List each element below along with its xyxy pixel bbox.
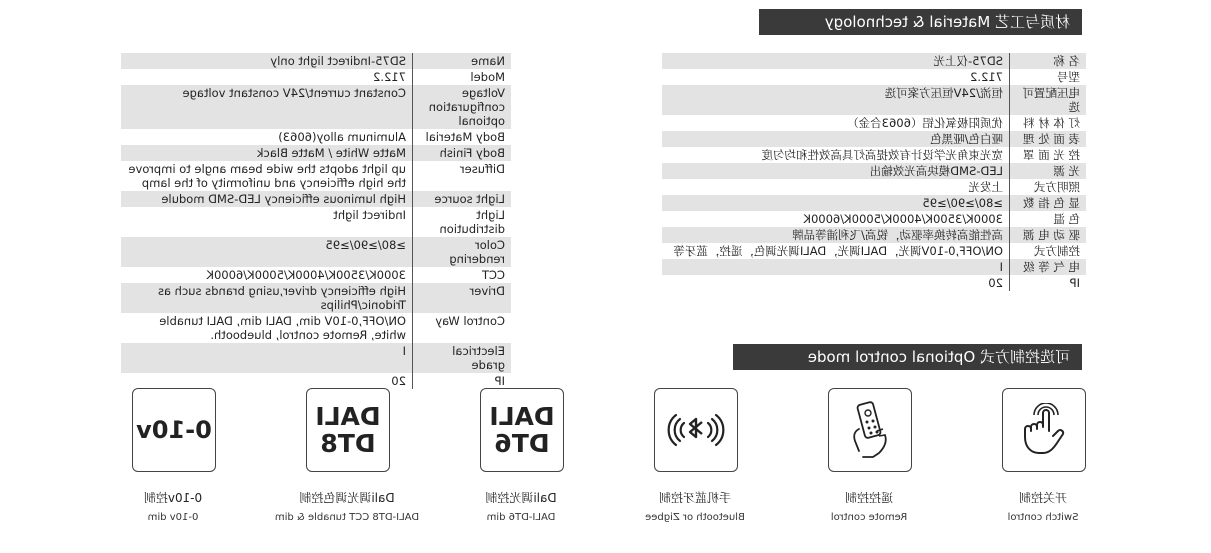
bluetooth-icon [664,410,728,450]
spec-row [121,207,511,237]
dali-dt6-icon [480,388,564,472]
spec-label: 表 面 处 理 [1010,131,1087,147]
spec-row [121,283,511,313]
spec-value: ON/OFF,0-10V调光，DALI调光，DALI调光调色，遥控，蓝牙等 [673,244,1003,258]
spec-row [662,69,1086,85]
spec-label: 电压配置可选 [1010,85,1087,115]
spec-row [121,145,511,161]
mode-title: Dali调光控制 [485,491,557,505]
spec-label: 驱 动 电 源 [1010,227,1087,243]
spec-value: 高性能高转换率驱动，锐高/飞利浦等品牌 [662,227,1010,243]
zero-ten-v-icon [132,388,216,472]
spec-value: ≥80/≥90/≥95 [121,237,413,267]
mode-switch-control [1000,388,1086,523]
mode-icon-box [654,388,738,472]
spec-value: 宽光束角光学设计有效提高灯具高效性和均匀度 [761,148,1003,162]
spec-value: 优质阳极氧化铝（6063合金） [847,116,1003,130]
mode-icon-box [1002,388,1086,472]
spec-value: 上发光 [968,180,1003,194]
mode-subtitle: DALI-DT8 CCT tunable & dim [274,512,420,523]
spec-label: Body Finish [413,145,512,161]
spec-row [662,227,1086,243]
box-text-line: DALI [315,402,381,431]
spec-value: I [662,259,1010,275]
material-technology-header: 材质与工艺 Material & technology [759,9,1082,35]
mode-subtitle: 0-10v dim [147,512,199,523]
spec-label: IP [413,373,512,389]
spec-row [121,267,511,283]
spec-row [121,191,511,207]
spec-label: 显 色 指 数 [1010,195,1087,211]
english-spec-table [121,53,511,389]
spec-value: 712.2 [970,70,1003,84]
mode-bluetooth-control [645,388,745,523]
spec-value: ≥80/≥90/≥95 [662,195,1010,211]
spec-label: Name [413,53,512,69]
spec-label: Color rendering [413,237,512,267]
spec-label: Electrical grade [413,343,512,373]
mode-icon-box [828,388,912,472]
spec-row [121,53,511,69]
spec-row [662,115,1086,131]
control-mode-header: 可选控制方式 Optional control mode [733,344,1082,370]
spec-value: Aluminum alloy(6063) [278,130,406,144]
spec-label: 控制方式 [1010,243,1087,259]
mode-title: 遥控控制 [845,491,894,505]
spec-row [121,85,511,129]
spec-row [121,237,511,267]
spec-value: Indirect light [333,208,406,222]
spec-row [662,163,1086,179]
mode-title: 手机蓝牙控制 [659,491,732,505]
spec-value: SD75-Indirect light only [121,53,413,69]
spec-value: 哑白色/哑黑色 [662,131,1010,147]
mode-subtitle: DALI-DT6 dim [486,512,556,523]
mode-dali-dt6 [478,388,564,523]
spec-row [662,85,1086,115]
spec-value: High luminous efficiency LED-SMD module [121,191,413,207]
dali-dt8-icon [306,388,390,472]
box-text-line: DALI [489,402,555,431]
hand-tap-icon [1019,403,1069,457]
spec-label: Voltage configuration optional [413,85,512,129]
spec-label: Diffuser [413,161,512,191]
spec-row [121,343,511,373]
chinese-spec-table [662,53,1086,291]
spec-label: Light distribution [413,207,512,237]
spec-row [662,275,1086,291]
spec-row [662,211,1086,227]
spec-row [121,129,511,145]
spec-value: Matte White / Matte Black [121,145,413,161]
spec-row [662,179,1086,195]
spec-label: 型号 [1010,69,1087,85]
spec-label: Model [413,69,512,85]
spec-label: Light source [413,191,512,207]
spec-label: 光 源 [1010,163,1087,179]
mode-subtitle: Remote control [830,512,908,523]
box-text-line: DT6 [494,429,550,458]
spec-value: 20 [988,276,1003,290]
spec-value: 712.2 [373,70,406,84]
spec-label: Body Material [413,129,512,145]
mode-title: Dali调光调色控制 [299,491,395,505]
box-text-line: 0-10v [136,415,212,444]
spec-row [662,131,1086,147]
spec-value: High efficiency driver,using brands such as Tridonic/Philips [121,283,413,313]
spec-row [662,195,1086,211]
box-text-line: DT8 [320,429,376,458]
spec-label: Driver [413,283,512,313]
spec-row [121,373,511,389]
remote-control-icon [845,399,895,461]
spec-label: 名 称 [1010,53,1087,69]
spec-row [121,69,511,85]
spec-label: 控 光 面 罩 [1010,147,1087,163]
mode-dali-dt8 [274,388,420,523]
spec-row [662,259,1086,275]
mode-remote-control [826,388,912,523]
spec-row [662,147,1086,163]
mode-zero-ten-v [130,388,216,523]
spec-label: IP [1010,275,1087,291]
spec-label: 电 气 等 级 [1010,259,1087,275]
spec-value: I [121,343,413,373]
spec-label: 灯 体 材 料 [1010,115,1087,131]
mode-subtitle: Switch control [1007,512,1079,523]
spec-value: 恒流/24V恒压方案可选 [662,85,1010,115]
spec-value: 3000K/3500K/4000K/5000K/6000K [803,212,1003,226]
spec-label: 照明方式 [1010,179,1087,195]
spec-value: 20 [391,374,406,388]
spec-row [121,313,511,343]
spec-row [662,53,1086,69]
mode-title: 0-10v控制 [143,491,203,505]
spec-label: 色 温 [1010,211,1087,227]
spec-value: LED-SMD模块高光效输出 [662,163,1010,179]
spec-label: Control Way [413,313,512,343]
spec-value: ON/OFF,0-10V dim, DALI dim, DALI tunable white, Remote control, bluebooth. [159,314,406,342]
mode-title: 开关控制 [1019,491,1068,505]
spec-value: SD75-仅上光 [662,53,1010,69]
spec-row [121,161,511,191]
mode-subtitle: Bluetooth or Zigbee [645,512,745,523]
spec-label: CCT [413,267,512,283]
spec-value: Constant current/24V constant voltage [121,85,413,129]
spec-row [662,243,1086,259]
spec-value: up light adopts the wide beam angle to improve the high efficiency and uniformity of the lamp [128,162,406,190]
spec-value: 3000K/3500K/4000K/5000K/6000K [206,268,406,282]
